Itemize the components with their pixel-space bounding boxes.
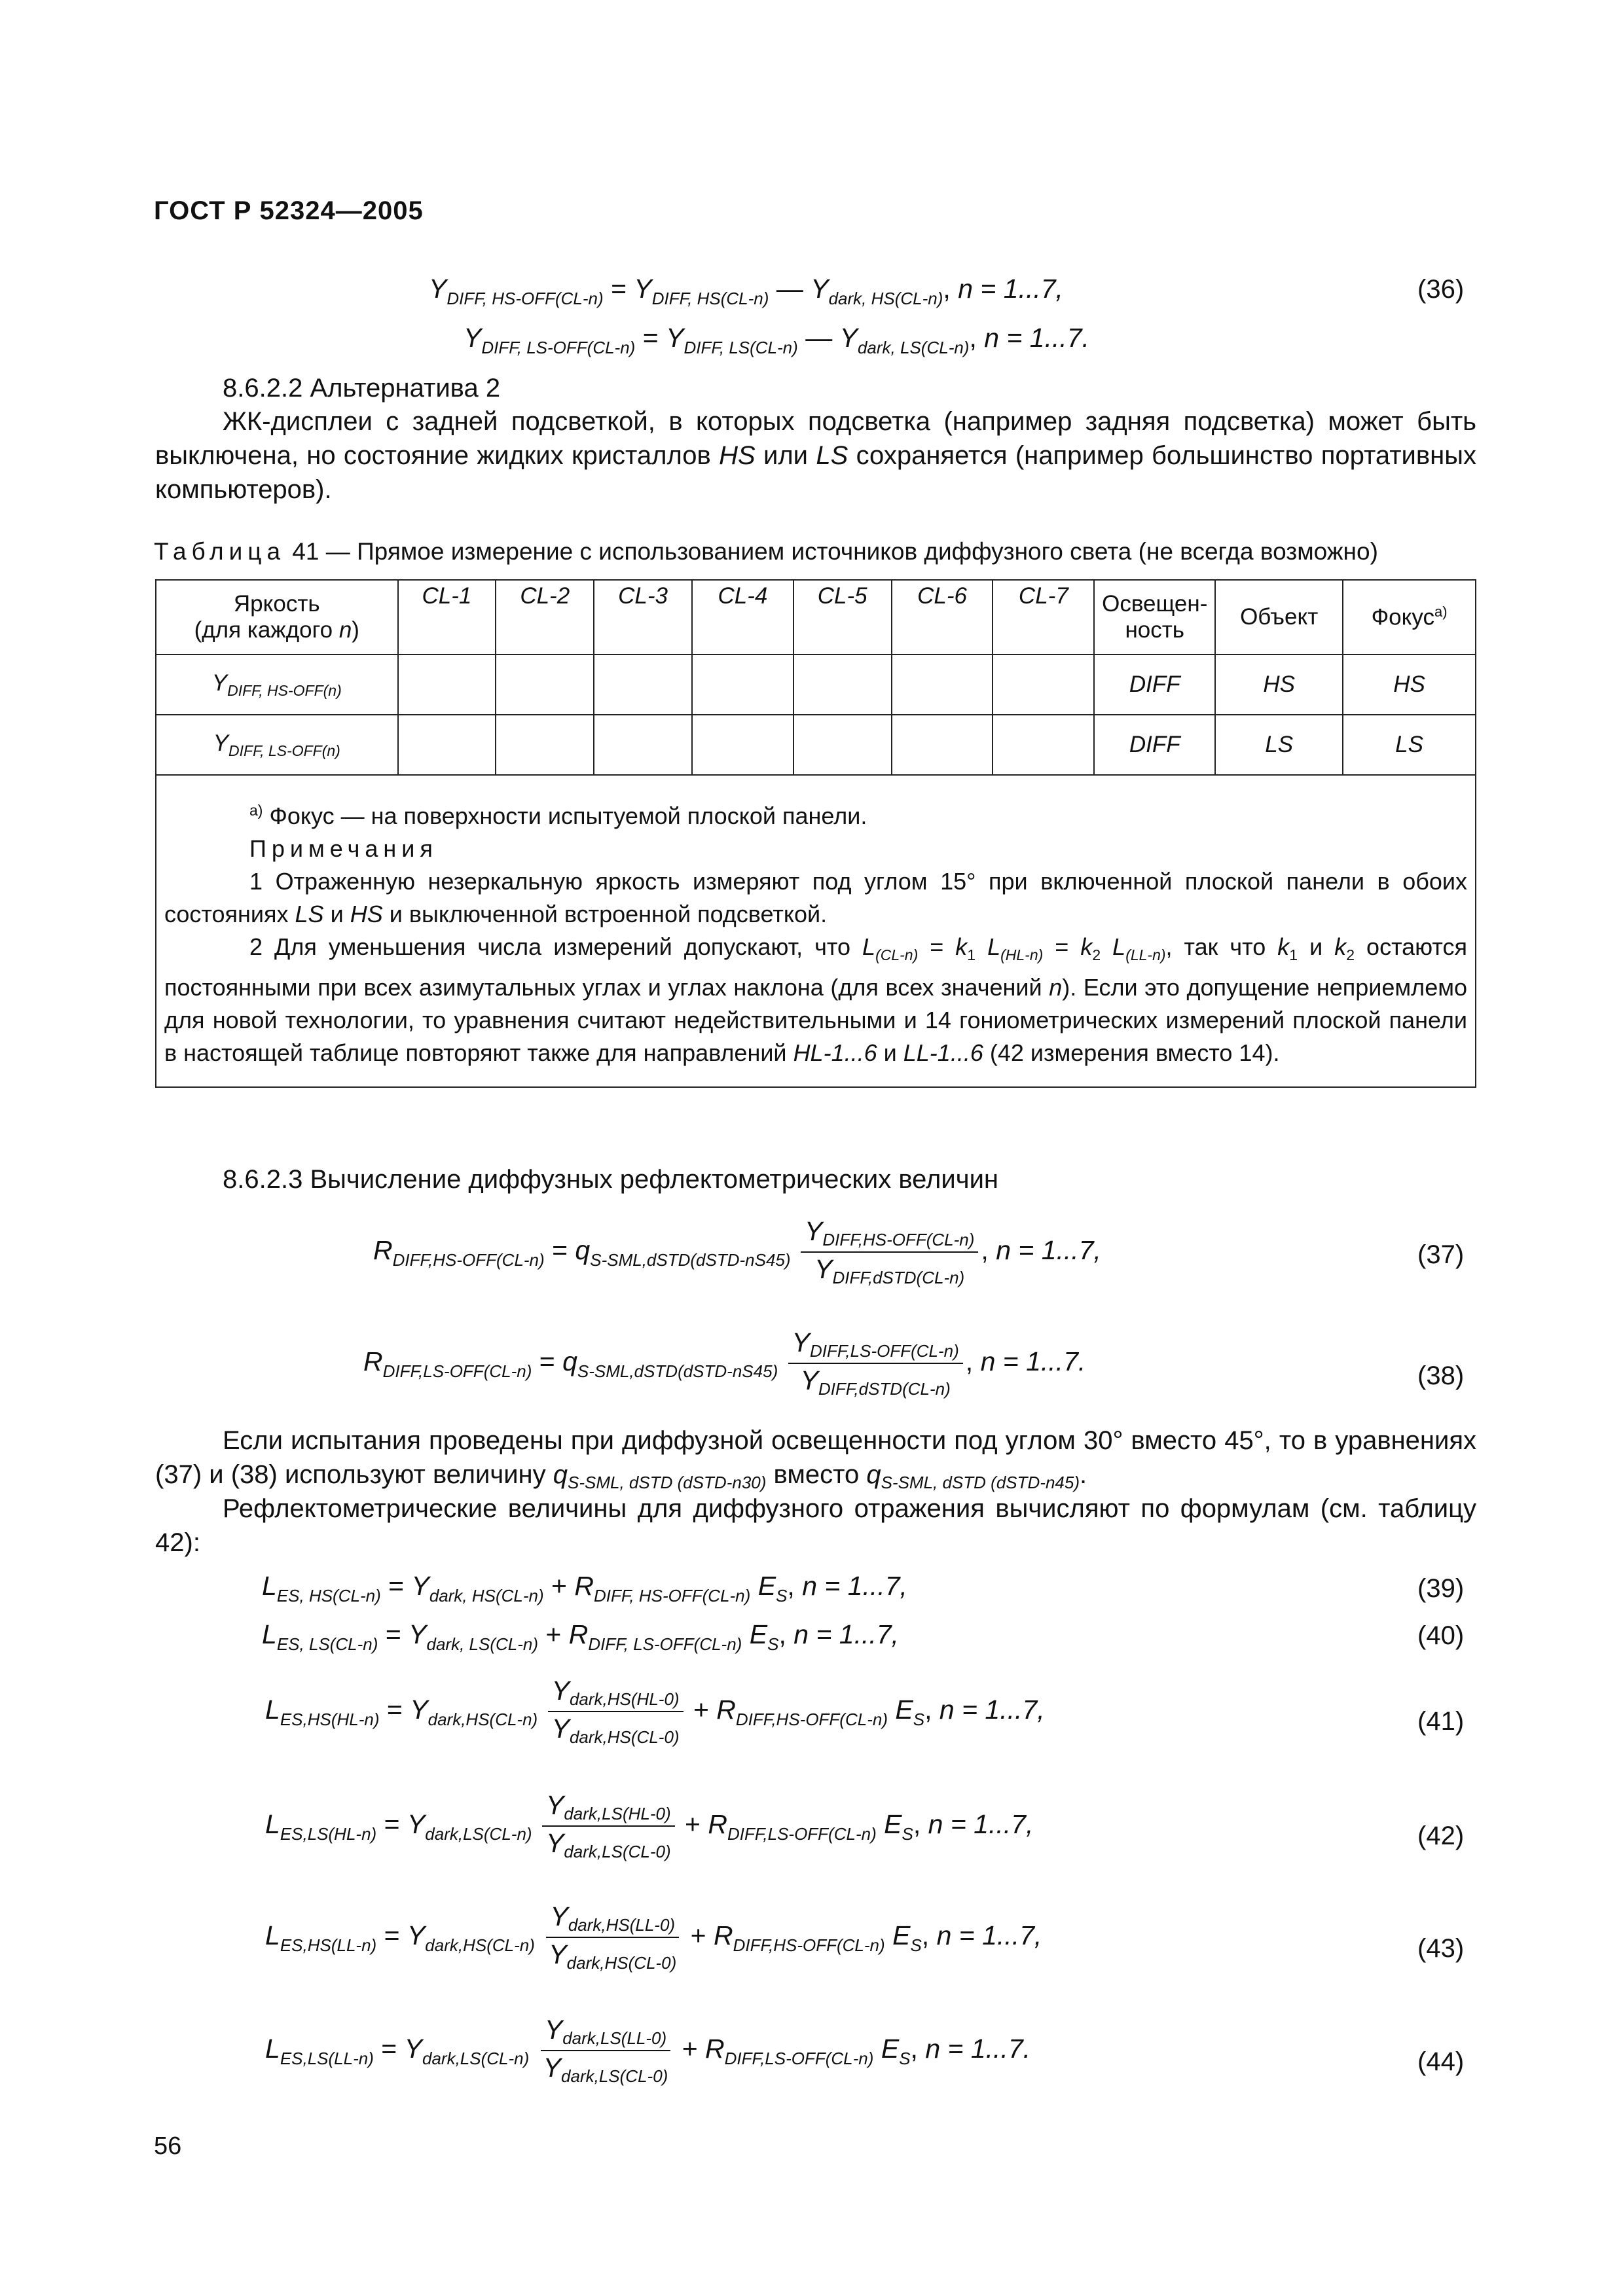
cell-empty: [398, 715, 496, 775]
note-1: 1 Отраженную незеркальную яркость измеряют под углом 15° при включенной плоской панели в обоих состояниях LS и HS и выключенной встроенной подсветкой.: [164, 868, 1467, 927]
cell-empty: [496, 655, 594, 715]
header-focus: Фокус$^{а)}$: [1343, 580, 1476, 655]
header-cl5: CL-5: [793, 580, 892, 655]
document-header: ГОСТ Р 52324—2005: [154, 196, 424, 225]
cell-empty: [594, 715, 692, 775]
cell-empty: [993, 655, 1094, 715]
equation-36-number: (36): [1417, 275, 1465, 304]
equation-41: $L_{ES,HS(HL-n)} = Y_{dark,HS(CL-n)}$ $\frac{Y_{dark,HS(HL-0)}}{Y_{dark,HS(CL-0)}}$ + $R_{DIFF,HS-OFF(CL-n)}$ $E_S$, n = 1...7,: [265, 1676, 1045, 1747]
notes-title: Примечания: [249, 835, 438, 862]
table-notes-cell: [156, 775, 1476, 1087]
equation-40-number: (40): [1417, 1621, 1465, 1650]
table-row: [156, 715, 1476, 775]
header-cl4: CL-4: [692, 580, 793, 655]
paragraph-diffuse-30: Если испытания проведены при диффузной освещенности под углом 30° вместо 45°, то в уравнениях (37) и (38) используют величину $q_{S-SML, dSTD (dSTD-n30)}$ вместо $q_{S-SML, dSTD (dSTD-n45)}$.: [155, 1426, 1476, 1492]
header-illuminance: Освещен- ность: [1094, 580, 1215, 655]
row-label: $Y_{DIFF, HS-OFF(n)}$: [156, 655, 398, 715]
equation-44: $L_{ES,LS(LL-n)} = Y_{dark,LS(CL-n)}$ $\frac{Y_{dark,LS(LL-0)}}{Y_{dark,LS(CL-0)}}$ + $R_{DIFF,LS-OFF(CL-n)}$ $E_S$, n = 1...7.: [265, 2015, 1031, 2086]
header-object: Объект: [1215, 580, 1343, 655]
cell-empty: [793, 715, 892, 775]
section-8-6-2-2-paragraph: ЖК-дисплеи с задней подсветкой, в которых подсветка (например задняя подсветка) может быть выключена, но состояние жидких кристаллов HS или LS сохраняется (например большинство портативных компьютеров).: [155, 407, 1476, 504]
note-2: 2 Для уменьшения числа измерений допускают, что $L_{(CL-n)} = k_1$ $L_{(HL-n)} = k_2$ $L_{(LL-n)}$, так что $k_1$ и $k_2$ остаются постоянными при всех азимутальных углах и углах наклона (для всех значений n). Если это допущение неприемлемо для новой технологии, то уравнения считают недействительными и 14 гониометрических измерений плоской панели в настоящей таблице повторяют также для направлений HL-1...6 и LL-1...6 (42 измерения вместо 14).: [164, 933, 1467, 1066]
equation-43: $L_{ES,HS(LL-n)} = Y_{dark,HS(CL-n)}$ $\frac{Y_{dark,HS(LL-0)}}{Y_{dark,HS(CL-0)}}$ + $R_{DIFF,HS-OFF(CL-n)}$ $E_S$, n = 1...7,: [265, 1901, 1042, 1973]
equation-38: $R_{DIFF,LS-OFF(CL-n)} = q_{S-SML,dSTD(dSTD-nS45)}$ $\frac{Y_{DIFF,LS-OFF(CL-n)}}{Y_{DIFF,dSTD(CL-n)}}$ , n = 1...7.: [363, 1327, 1086, 1399]
table-41: [155, 579, 1476, 1088]
equation-42: $L_{ES,LS(HL-n)} = Y_{dark,LS(CL-n)}$ $\frac{Y_{dark,LS(HL-0)}}{Y_{dark,LS(CL-0)}}$ + $R_{DIFF,LS-OFF(CL-n)}$ $E_S$, n = 1...7,: [265, 1790, 1034, 1861]
table-header-row: [156, 580, 1476, 655]
cell-focus: LS: [1343, 715, 1476, 775]
page-number: 56: [154, 2132, 182, 2160]
header-cl3: CL-3: [594, 580, 692, 655]
cell-illuminance: DIFF: [1094, 655, 1215, 715]
equation-40: $L_{ES, LS(CL-n)} = Y_{dark, LS(CL-n)} + R_{DIFF, LS-OFF(CL-n)}$ $E_S$, n = 1...7,: [262, 1619, 899, 1654]
equation-37-number: (37): [1417, 1240, 1465, 1269]
cell-empty: [793, 655, 892, 715]
cell-empty: [993, 715, 1094, 775]
equation-38-number: (38): [1417, 1361, 1465, 1390]
table-footnote: $^{а)}$ Фокус — на поверхности испытуемой плоской панели.: [249, 802, 867, 829]
cell-empty: [594, 655, 692, 715]
equation-44-number: (44): [1417, 2047, 1465, 2076]
cell-empty: [496, 715, 594, 775]
header-cl2: CL-2: [496, 580, 594, 655]
paragraph-reflectometric: Рефлектометрические величины для диффузного отражения вычисляют по формулам (см. таблицу 42):: [155, 1494, 1476, 1557]
table-41-caption: Таблица 41 — Прямое измерение с использованием источников диффузного света (не всегда возможно): [154, 538, 1378, 565]
table-notes-row: [156, 775, 1476, 1087]
equation-39: $L_{ES, HS(CL-n)} = Y_{dark, HS(CL-n)} + R_{DIFF, HS-OFF(CL-n)}$ $E_S$, n = 1...7,: [262, 1571, 907, 1605]
cell-empty: [892, 715, 993, 775]
row-label: $Y_{DIFF, LS-OFF(n)}$: [156, 715, 398, 775]
equation-37: $R_{DIFF,HS-OFF(CL-n)} = q_{S-SML,dSTD(dSTD-nS45)}$ $\frac{Y_{DIFF,HS-OFF(CL-n)}}{Y_{DIFF,dSTD(CL-n)}}$ , n = 1...7,: [373, 1216, 1101, 1287]
cell-object: HS: [1215, 655, 1343, 715]
equation-39-number: (39): [1417, 1574, 1465, 1603]
header-brightness: Яркость (для каждого n): [156, 580, 398, 655]
equation-41-number: (41): [1417, 1707, 1465, 1736]
equation-43-number: (43): [1417, 1934, 1465, 1963]
header-cl1: CL-1: [398, 580, 496, 655]
table-row: [156, 655, 1476, 715]
cell-object: LS: [1215, 715, 1343, 775]
cell-focus: HS: [1343, 655, 1476, 715]
cell-empty: [692, 715, 793, 775]
header-cl7: CL-7: [993, 580, 1094, 655]
header-cl6: CL-6: [892, 580, 993, 655]
cell-empty: [692, 655, 793, 715]
cell-empty: [892, 655, 993, 715]
equation-36-line-1: $Y_{DIFF, HS-OFF(CL-n)} = Y_{DIFF, HS(CL-n)}$ — $Y_{dark, HS(CL-n)}$, n = 1...7,: [429, 274, 1063, 308]
cell-empty: [398, 655, 496, 715]
equation-42-number: (42): [1417, 1821, 1465, 1850]
equation-36-line-2: $Y_{DIFF, LS-OFF(CL-n)} = Y_{DIFF, LS(CL-n)}$ — $Y_{dark, LS(CL-n)}$, n = 1...7.: [464, 323, 1089, 357]
section-8-6-2-3-title: 8.6.2.3 Вычисление диффузных рефлектометрических величин: [223, 1165, 998, 1194]
cell-illuminance: DIFF: [1094, 715, 1215, 775]
section-8-6-2-2-title: 8.6.2.2 Альтернатива 2: [223, 374, 501, 403]
